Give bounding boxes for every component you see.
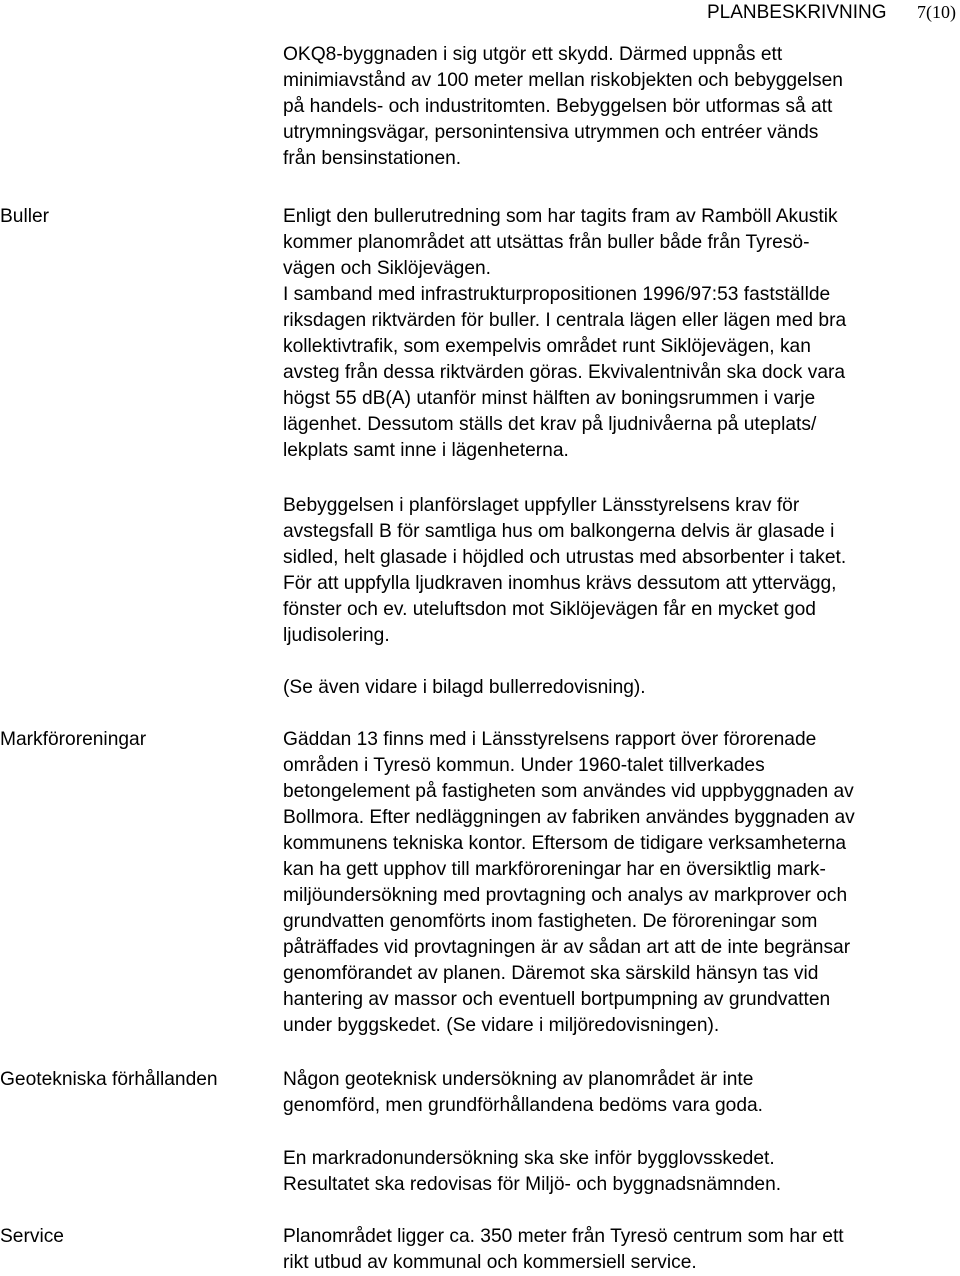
text-line: genomförd, men grundförhållandena bedöms vara goda. (283, 1095, 764, 1116)
text-line: Bebyggelsen i planförslaget uppfyller Länsstyrelsens krav för (283, 495, 800, 516)
geoteknik-paragraph-1 (283, 1067, 763, 1119)
text-line: på handels- och industritomten. Bebyggelsen bör utformas så att (283, 96, 833, 117)
document-header-title: PLANBESKRIVNING (707, 2, 887, 23)
text-line: fönster och ev. uteluftsdon mot Siklöjevägen får en mycket god (283, 599, 816, 620)
text-line: under byggskedet. (Se vidare i miljöredovisningen). (283, 1015, 720, 1036)
text-line: I samband med infrastrukturpropositionen 1996/97:53 fastställde (283, 284, 831, 305)
text-line: Planområdet ligger ca. 350 meter från Tyresö centrum som har ett (283, 1226, 844, 1247)
text-line: avsteg från dessa riktvärden göras. Ekvivalentnivån ska dock vara (283, 362, 846, 383)
text-line: betongelement på fastigheten som användes vid uppbyggnaden av (283, 781, 854, 802)
text-line: genomförandet av planen. Däremot ska särskild hänsyn tas vid (283, 963, 819, 984)
intro-paragraph (283, 42, 843, 172)
text-line: Bollmora. Efter nedläggningen av fabriken användes byggnaden av (283, 807, 855, 828)
text-line: grundvatten genomförts inom fastigheten. De föroreningar som (283, 911, 818, 932)
text-line: utrymningsvägar, personintensiva utrymmen och entréer vänds (283, 122, 819, 143)
text-line: påträffades vid provtagningen är av sådan art att de inte begränsar (283, 937, 851, 958)
text-line: kommer planområdet att utsättas från buller både från Tyresö- (283, 232, 810, 253)
text-line: En markradonundersökning ska ske inför bygglovsskedet. (283, 1148, 775, 1169)
text-line: kollektivtrafik, som exempelvis området runt Siklöjevägen, kan (283, 336, 811, 357)
markfororeningar-paragraph (283, 727, 855, 1039)
text-line: Resultatet ska redovisas för Miljö- och byggnadsnämnden. (283, 1174, 782, 1195)
text-line: ljudisolering. (283, 625, 390, 646)
text-line: lägenhet. Dessutom ställs det krav på ljudnivåerna på uteplats/ (283, 414, 817, 435)
buller-paragraph-1 (283, 204, 846, 464)
buller-paragraph-2 (283, 493, 846, 649)
text-line: Enligt den bullerutredning som har tagits fram av Ramböll Akustik (283, 206, 838, 227)
section-heading-markfororeningar: Markföroreningar (0, 729, 147, 750)
text-line: Gäddan 13 finns med i Länsstyrelsens rapport över förorenade (283, 729, 817, 750)
text-line: rikt utbud av kommunal och kommersiell service. (283, 1252, 697, 1273)
service-paragraph (283, 1224, 844, 1276)
text-line: Någon geoteknisk undersökning av planområdet är inte (283, 1069, 754, 1090)
text-line: från bensinstationen. (283, 148, 462, 169)
text-line: hantering av massor och eventuell bortpumpning av grundvatten (283, 989, 831, 1010)
text-line: vägen och Siklöjevägen. (283, 258, 492, 279)
text-line: lekplats samt inne i lägenheterna. (283, 440, 569, 461)
text-line: kommunens tekniska kontor. Eftersom de tidigare verksamheterna (283, 833, 847, 854)
text-line: högst 55 dB(A) utanför minst hälften av boningsrummen i varje (283, 388, 816, 409)
page-number: 7(10) (917, 2, 956, 22)
text-line: avstegsfall B för samtliga hus om balkongerna delvis är glasade i (283, 521, 835, 542)
text-line: (Se även vidare i bilagd bullerredovisning). (283, 677, 646, 698)
text-line: riksdagen riktvärden för buller. I centrala lägen eller lägen med bra (283, 310, 847, 331)
section-heading-geoteknik: Geotekniska förhållanden (0, 1069, 218, 1090)
buller-paragraph-3 (283, 675, 646, 701)
text-line: OKQ8-byggnaden i sig utgör ett skydd. Därmed uppnås ett (283, 44, 783, 65)
text-line: områden i Tyresö kommun. Under 1960-talet tillverkades (283, 755, 765, 776)
section-heading-buller: Buller (0, 206, 50, 227)
geoteknik-paragraph-2 (283, 1146, 781, 1198)
text-line: minimiavstånd av 100 meter mellan riskobjekten och bebyggelsen (283, 70, 843, 91)
text-line: För att uppfylla ljudkraven inomhus krävs dessutom att yttervägg, (283, 573, 837, 594)
text-line: sidled, helt glasade i höjdled och utrustas med absorbenter i taket. (283, 547, 847, 568)
text-line: kan ha gett upphov till markföroreningar har en översiktlig mark- (283, 859, 826, 880)
text-line: miljöundersökning med provtagning och analys av markprover och (283, 885, 848, 906)
section-heading-service: Service (0, 1226, 64, 1247)
